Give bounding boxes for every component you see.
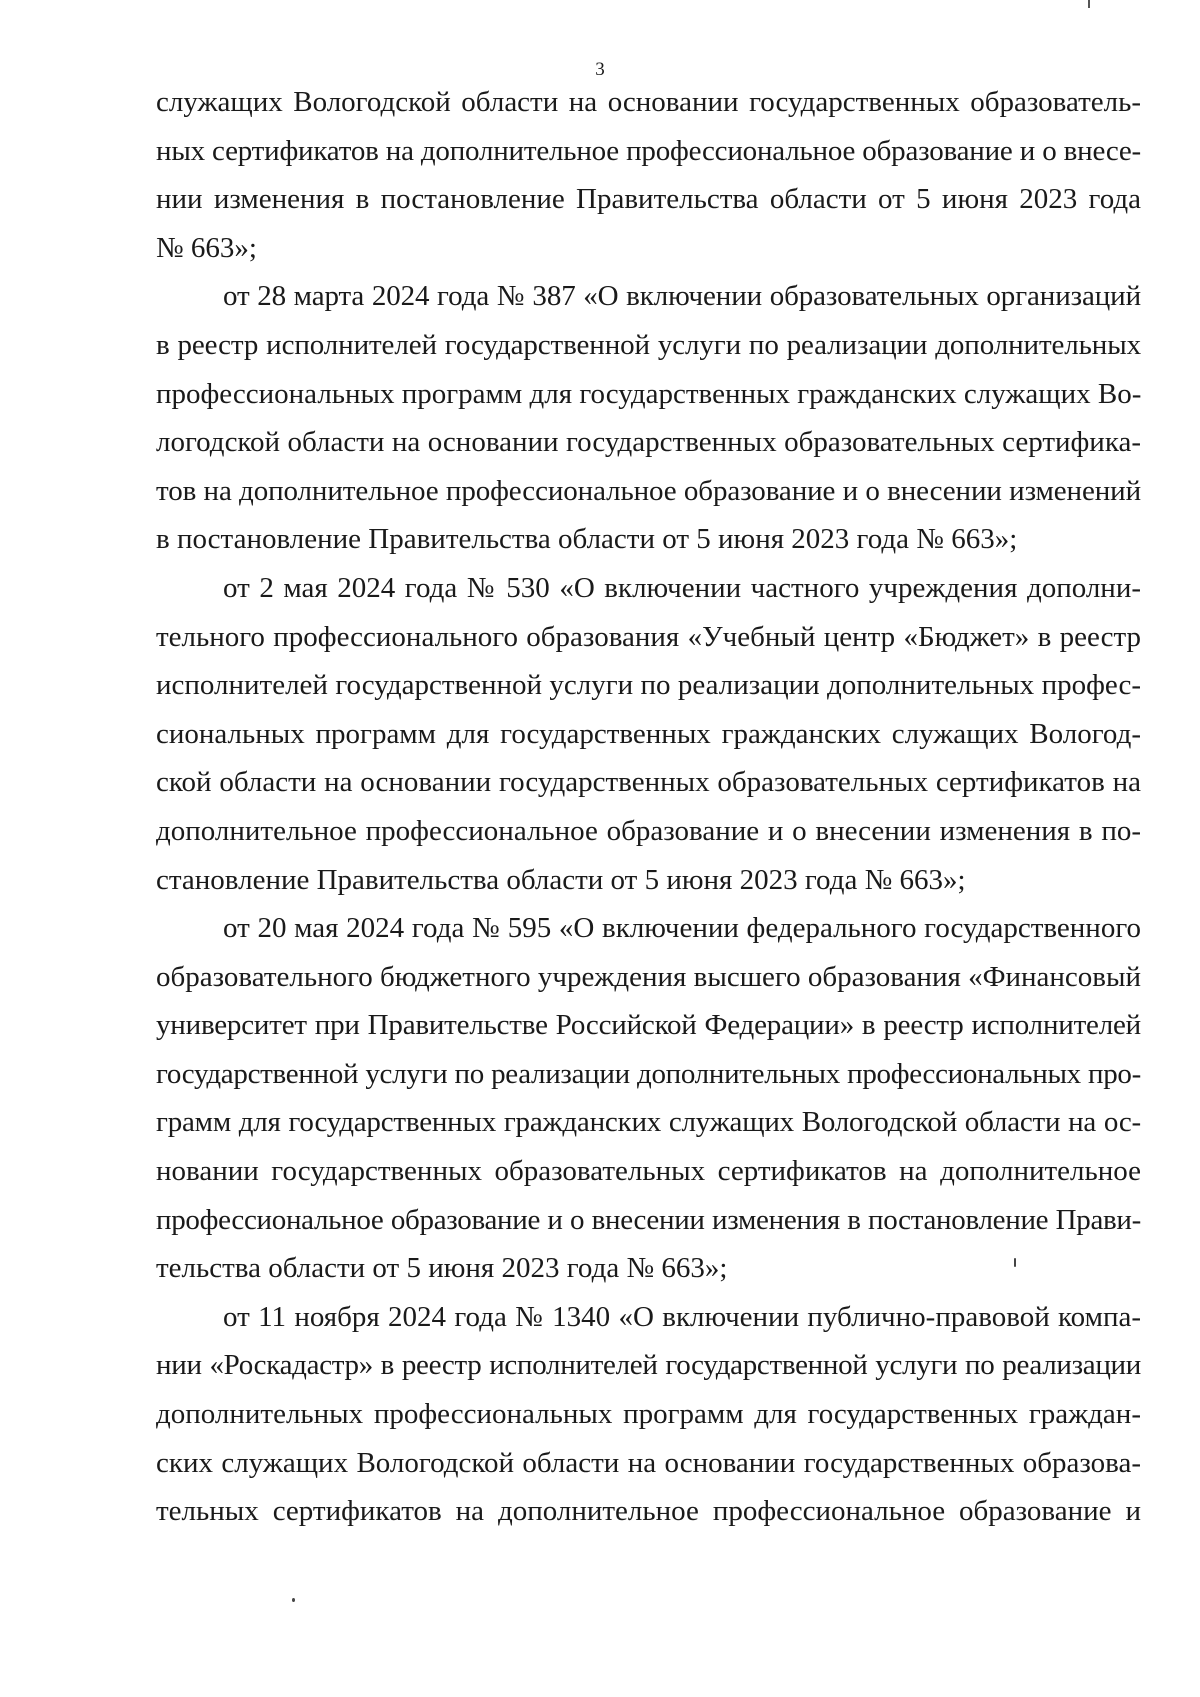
text-line: служащих Вологодской области на основании государственных образователь- [156, 86, 1141, 118]
text-line: новании государственных образовательных сертификатов на дополнительное [156, 1155, 1141, 1188]
text-line: в постановление Правительства области от 5 июня 2023 года № 663»; [156, 523, 1018, 556]
text-line: логодской области на основании государственных образовательных сертифика- [156, 426, 1141, 459]
text-line: тов на дополнительное профессиональное образование и о внесении изменений [156, 474, 1141, 507]
text-line: от 20 мая 2024 года № 595 «О включении федерального государственного [223, 912, 1141, 945]
paragraph-resolution-1340 [156, 1293, 1141, 1536]
text-line: грамм для государственных гражданских служащих Вологодской области на ос- [156, 1106, 1141, 1139]
page-number: 3 [595, 59, 605, 80]
text-line: ских служащих Вологодской области на основании государственных образова- [156, 1446, 1141, 1479]
text-line: от 28 марта 2024 года № 387 «О включении образовательных организаций [223, 280, 1141, 313]
scan-corner-mark [1088, 0, 1090, 8]
text-line: тельного профессионального образования «Учебный центр «Бюджет» в реестр [156, 620, 1141, 653]
text-line: нии изменения в постановление Правительства области от 5 июня 2023 года [156, 183, 1141, 216]
document-body [156, 78, 1141, 1536]
paragraph-continuation [156, 78, 1141, 272]
text-line: образовательного бюджетного учреждения высшего образования «Финансовый [156, 960, 1141, 993]
text-line: ных сертификатов на дополнительное профессиональное образование и о внесе- [156, 134, 1141, 167]
text-line: тельства области от 5 июня 2023 года № 663»; [156, 1252, 728, 1285]
text-line: от 2 мая 2024 года № 530 «О включении частного учреждения дополни- [223, 571, 1141, 604]
scan-speck [292, 1598, 295, 1602]
scan-speck [1014, 1258, 1016, 1267]
text-line: исполнителей государственной услуги по реализации дополнительных профес- [156, 669, 1141, 702]
paragraph-resolution-530 [156, 564, 1141, 904]
text-line: дополнительных профессиональных программ для государственных граждан- [156, 1398, 1141, 1431]
text-line: сиональных программ для государственных гражданских служащих Вологод- [156, 717, 1141, 750]
paragraph-resolution-387 [156, 272, 1141, 564]
text-line: университет при Правительстве Российской Федерации» в реестр исполнителей [156, 1009, 1141, 1042]
text-line: профессиональное образование и о внесении изменения в постановление Прави- [156, 1203, 1141, 1236]
text-line: от 11 ноября 2024 года № 1340 «О включении публично-правовой компа- [223, 1300, 1141, 1333]
text-line: государственной услуги по реализации дополнительных профессиональных про- [156, 1057, 1141, 1090]
text-line: в реестр исполнителей государственной услуги по реализации дополнительных [156, 328, 1141, 361]
text-line: дополнительное профессиональное образование и о внесении изменения в по- [156, 814, 1141, 847]
paragraph-resolution-595 [156, 904, 1141, 1293]
text-line: нии «Роскадастр» в реестр исполнителей государственной услуги по реализации [156, 1349, 1141, 1382]
text-line: ской области на основании государственных образовательных сертификатов на [156, 766, 1141, 799]
text-line: становление Правительства области от 5 июня 2023 года № 663»; [156, 863, 966, 896]
text-line: профессиональных программ для государственных гражданских служащих Во- [156, 377, 1142, 410]
text-line: № 663»; [156, 231, 257, 264]
text-line: тельных сертификатов на дополнительное профессиональное образование и [156, 1495, 1141, 1528]
